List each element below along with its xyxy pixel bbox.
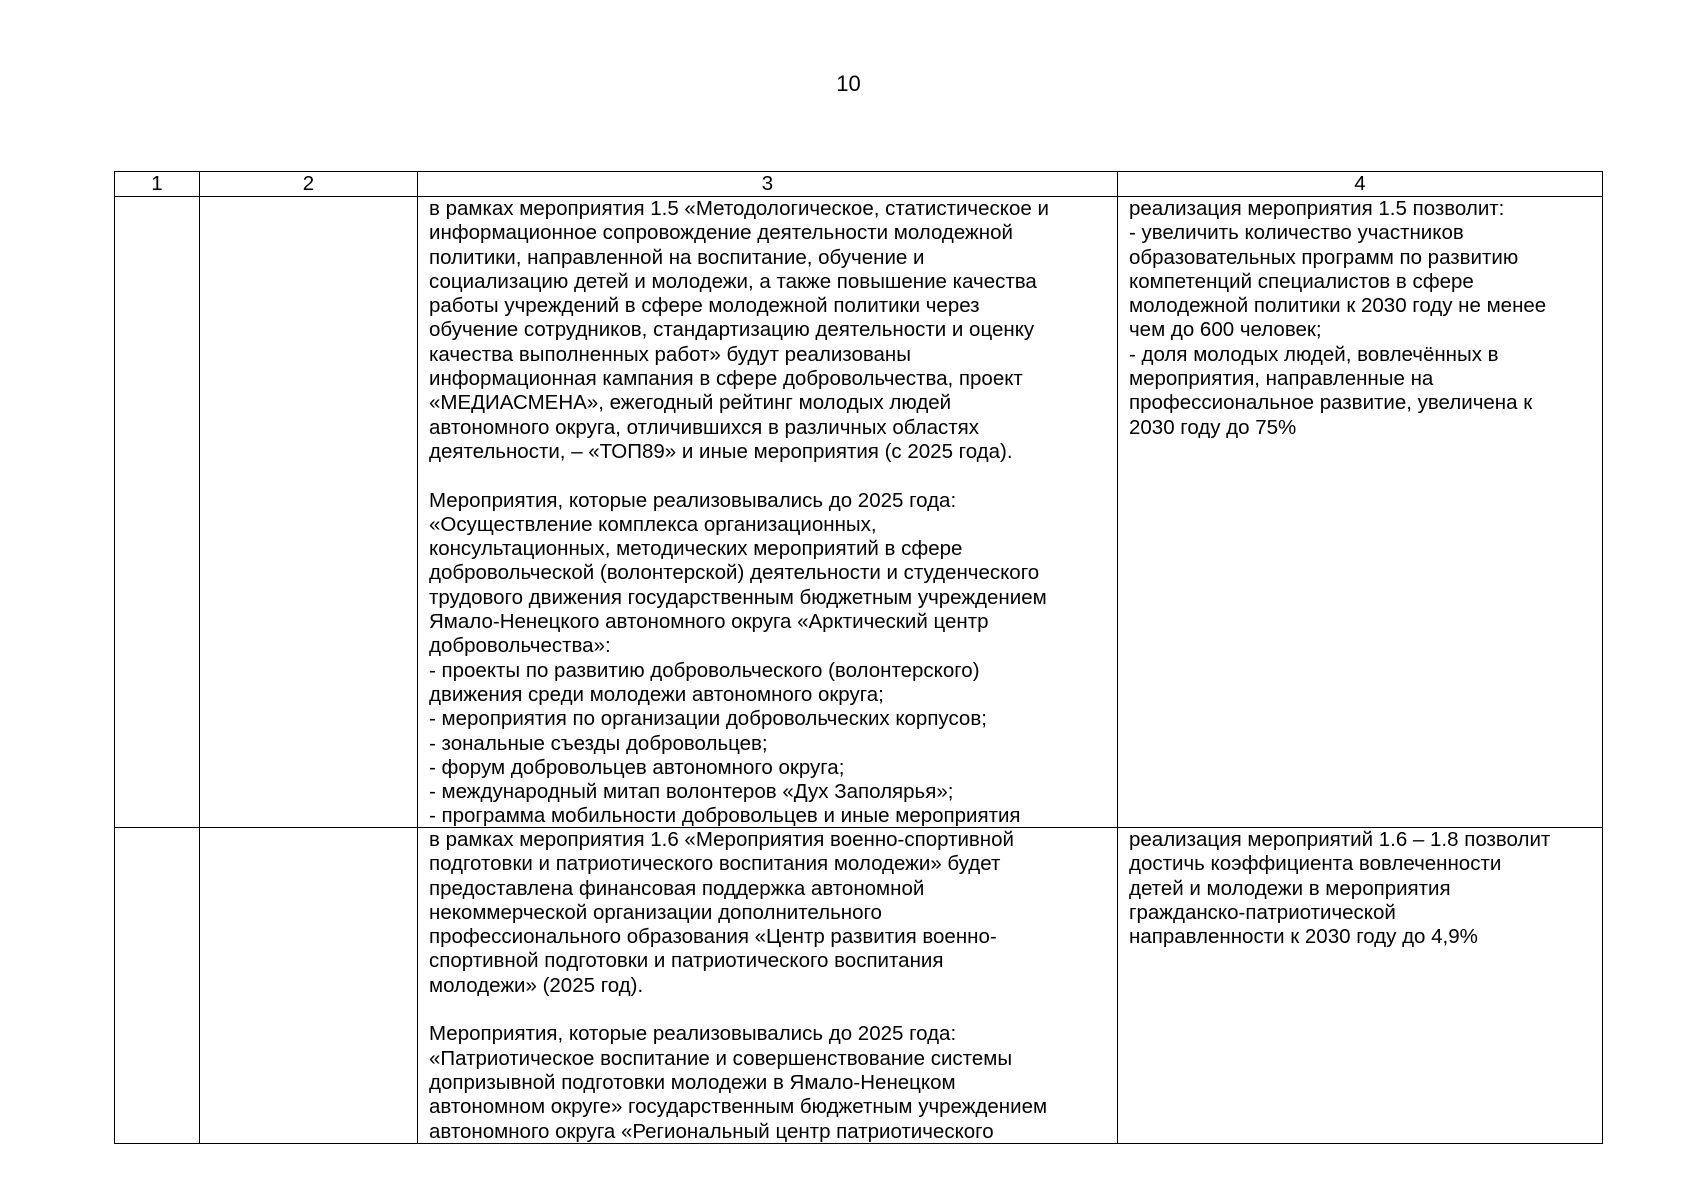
- table-cell-col4: [1118, 828, 1603, 1144]
- activity-description: в рамках мероприятия 1.5 «Методологическое, статистическое и информационное сопровождение деятельности молодежной политики, направленной на воспитание, обучение и социализацию детей и молодежи, а также повышение качества работы учреждений в сфере молодежной политики через обучение сотрудников, стандартизацию деятельности и оценку качества выполненных работ» будут реализованы информационная кампания в сфере добровольчества, проект «МЕДИАСМЕНА», ежегодный рейтинг молодых людей автономного округа, отличившихся в различных областях деятельности, – «ТОП89» и иные мероприятия (с 2025 года). Мероприятия, которые реализовывались до 2025 года: «Осуществление комплекса организационных, консультационных, методических мероприятий в сфере добровольческой (волонтерской) деятельности и студенческого трудового движения государственным бюджетным учреждением Ямало-Ненецкого автономного округа «Арктический центр добровольчества»: - проекты по развитию добровольческого (волонтерского) движения среди молодежи автономного округа; - мероприятия по организации добровольческих корпусов; - зональные съезды добровольцев; - форум добровольцев автономного округа; - международный митап волонтеров «Дух Заполярья»; - программа мобильности добровольцев и иные мероприятия: [429, 197, 1049, 826]
- table-row: [115, 828, 1603, 1144]
- column-header-3: 3: [418, 172, 1118, 197]
- column-header-2: 2: [200, 172, 418, 197]
- table-cell-col1: [115, 828, 200, 1144]
- expected-result: реализация мероприятий 1.6 – 1.8 позволит достичь коэффициента вовлеченности детей и молодежи в мероприятия гражданско-патриотической направленности к 2030 году до 4,9%: [1129, 828, 1551, 949]
- column-header-4: 4: [1118, 172, 1603, 197]
- table-cell-col3: [418, 828, 1118, 1144]
- page-number: 10: [836, 71, 861, 96]
- activity-description: в рамках мероприятия 1.6 «Мероприятия военно-спортивной подготовки и патриотического воспитания молодежи» будет предоставлена финансовая поддержка автономной некоммерческой организации дополнительного профессионального образования «Центр развития военно- спортивной подготовки и патриотического воспитания молодежи» (2025 год). Мероприятия, которые реализовывались до 2025 года: «Патриотическое воспитание и совершенствование системы допризывной подготовки молодежи в Ямало-Ненецком автономном округе» государственным бюджетным учреждением автономного округа «Региональный центр патриотического: [429, 828, 1048, 1142]
- table-body: [115, 197, 1603, 1144]
- column-header-1: 1: [115, 172, 200, 197]
- table-cell-col2: [200, 197, 418, 828]
- table-cell-col2: [200, 828, 418, 1144]
- table-header: [115, 172, 1603, 197]
- table-cell-col1: [115, 197, 200, 828]
- expected-result: реализация мероприятия 1.5 позволит: - увеличить количество участников образовательных программ по развитию компетенций специалистов в сфере молодежной политики к 2030 году не менее чем до 600 человек; - доля молодых людей, вовлечённых в мероприятия, направленные на профессиональное развитие, увеличена к 2030 году до 75%: [1129, 197, 1547, 439]
- table-cell-col3: [418, 197, 1118, 828]
- table-header-row: [115, 172, 1603, 197]
- table-cell-col4: [1118, 197, 1603, 828]
- table-row: [115, 197, 1603, 828]
- document-table: [114, 171, 1603, 1144]
